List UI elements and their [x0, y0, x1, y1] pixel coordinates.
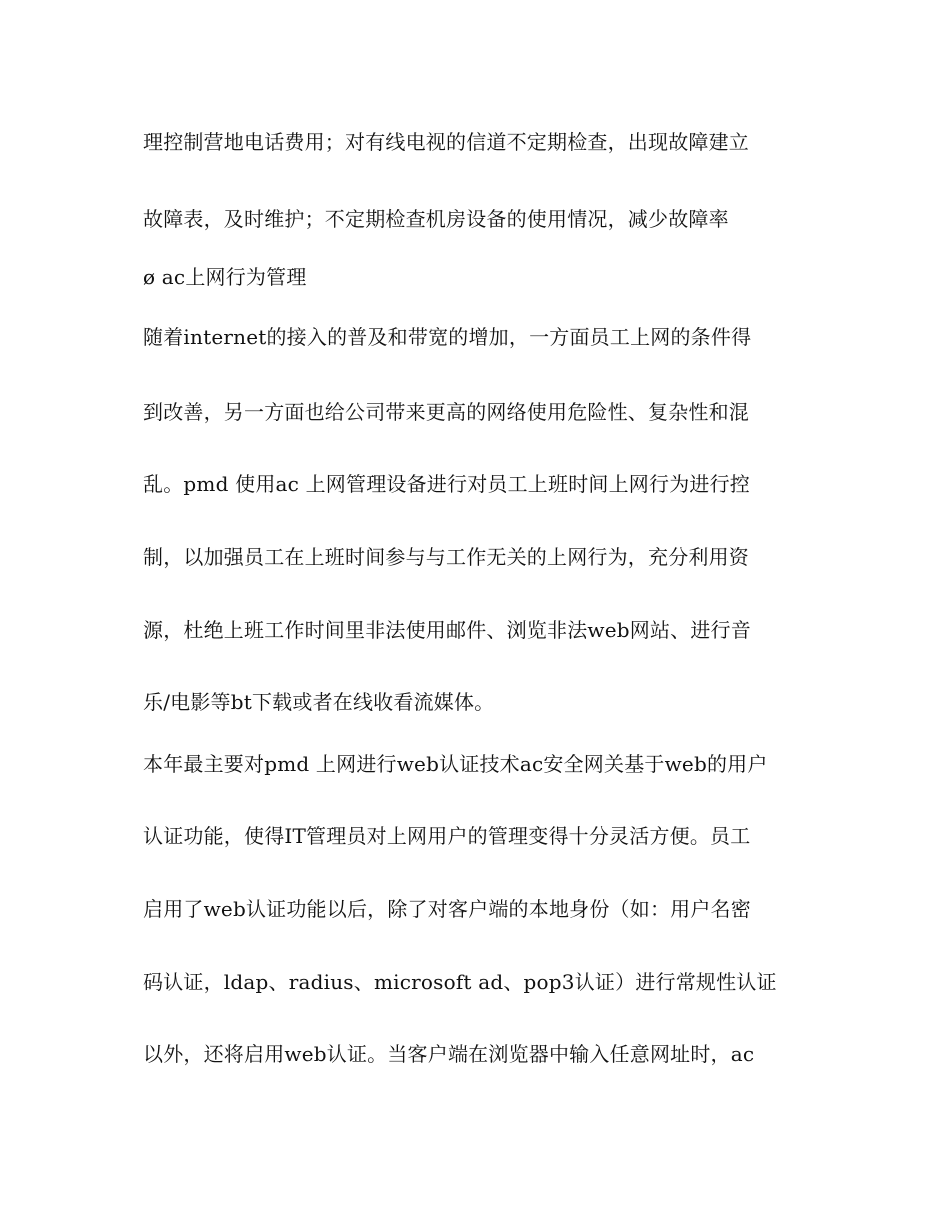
text-line-14: 以外，还将启用web认证。当客户端在浏览器中输入任意网址时，ac	[143, 1042, 755, 1066]
text-line-9: 乐/电影等bt下载或者在线收看流媒体。	[143, 690, 495, 714]
text-line-4: 随着internet的接入的普及和带宽的增加，一方面员工上网的条件得	[143, 325, 752, 349]
text-line-10: 本年最主要对pmd 上网进行web认证技术ac安全网关基于web的用户	[143, 752, 768, 776]
text-line-2: 故障表，及时维护；不定期检查机房设备的使用情况，减少故障率	[143, 207, 729, 231]
text-line-12: 启用了web认证功能以后，除了对客户端的本地身份（如：用户名密	[143, 897, 751, 921]
text-line-8: 源，杜绝上班工作时间里非法使用邮件、浏览非法web网站、进行音	[143, 618, 751, 642]
text-line-13: 码认证，ldap、radius、microsoft ad、pop3认证）进行常规性认证	[143, 970, 777, 994]
text-line-5: 到改善，另一方面也给公司带来更高的网络使用危险性、复杂性和混	[143, 400, 749, 424]
text-line-11: 认证功能，使得IT管理员对上网用户的管理变得十分灵活方便。员工	[143, 824, 751, 848]
text-line-1: 理控制营地电话费用；对有线电视的信道不定期检查，出现故障建立	[143, 130, 749, 154]
text-line-6: 乱。pmd 使用ac 上网管理设备进行对员工上班时间上网行为进行控	[143, 472, 751, 496]
section-heading: ø ac上网行为管理	[143, 265, 307, 289]
text-line-7: 制，以加强员工在上班时间参与与工作无关的上网行为，充分利用资	[143, 545, 749, 569]
